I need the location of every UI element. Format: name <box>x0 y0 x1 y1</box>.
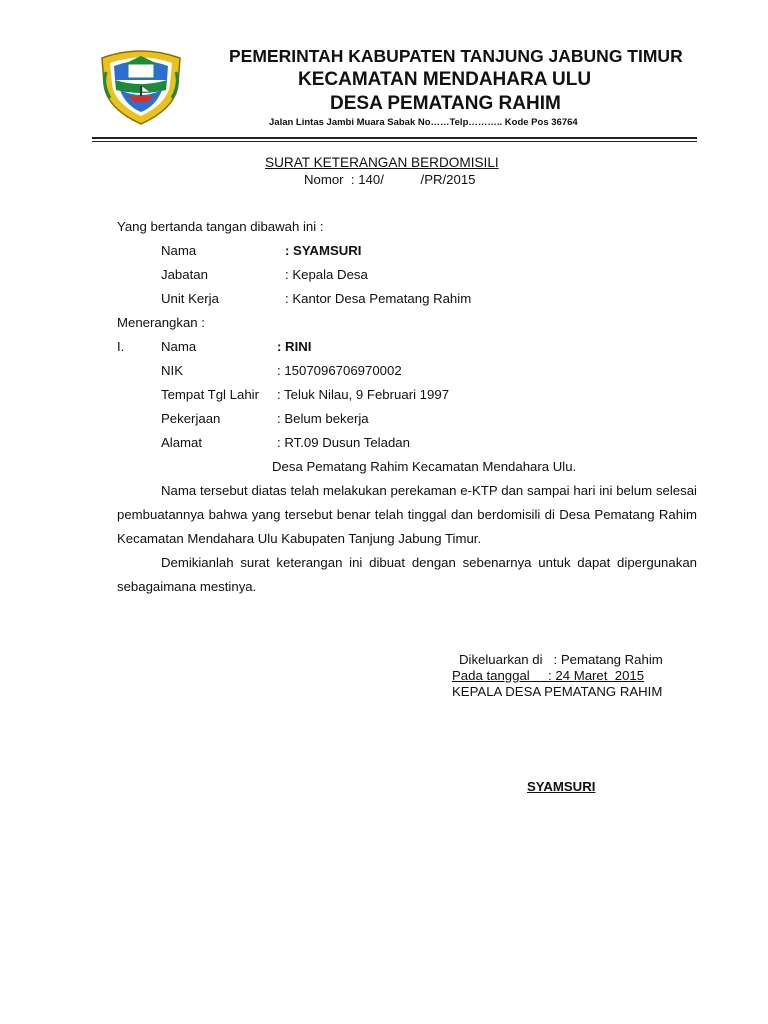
menerangkan-label: Menerangkan : <box>117 315 205 330</box>
issued-date: Pada tanggal : 24 Maret 2015 <box>452 668 645 683</box>
letterhead-divider-thick <box>92 137 697 139</box>
signer-title: KEPALA DESA PEMATANG RAHIM <box>452 684 663 699</box>
letterhead-village: DESA PEMATANG RAHIM <box>330 93 561 114</box>
signer-signature-name: SYAMSURI <box>527 779 596 794</box>
letter-title: SURAT KETERANGAN BERDOMISILI <box>265 155 499 170</box>
signer-unit-value: : Kantor Desa Pematang Rahim <box>285 291 472 306</box>
subject-address-value: : RT.09 Dusun Teladan <box>277 435 410 450</box>
subject-address-continued: Desa Pematang Rahim Kecamatan Mendahara Ulu. <box>272 459 577 474</box>
subject-job-value: : Belum bekerja <box>277 411 369 426</box>
letterhead-government: PEMERINTAH KABUPATEN TANJUNG JABUNG TIMUR <box>229 46 683 66</box>
issued-place: Dikeluarkan di : Pematang Rahim <box>459 652 663 667</box>
subject-address-label: Alamat <box>161 435 203 450</box>
subject-job-label: Pekerjaan <box>161 411 221 426</box>
subject-birth-value: : Teluk Nilau, 9 Februari 1997 <box>277 387 450 402</box>
subject-nik-value: : 1507096706970002 <box>277 363 402 378</box>
signer-position-value: : Kepala Desa <box>285 267 368 282</box>
regency-crest-logo <box>92 44 190 126</box>
letterhead-address: Jalan Lintas Jambi Muara Sabak No……Telp……….. Kode Pos 36764 <box>269 117 578 128</box>
subject-name-label: Nama <box>161 339 197 354</box>
subject-birth-label: Tempat Tgl Lahir <box>161 387 259 402</box>
signer-position-label: Jabatan <box>161 267 208 282</box>
letterhead-district: KECAMATAN MENDAHARA ULU <box>298 69 592 90</box>
body-paragraph-1 <box>117 479 697 551</box>
signer-unit-label: Unit Kerja <box>161 291 219 306</box>
body-paragraph-2 <box>117 551 697 599</box>
signer-name-label: Nama <box>161 243 197 258</box>
subject-nik-label: NIK <box>161 363 183 378</box>
letterhead-divider-thin <box>92 141 697 142</box>
intro-text: Yang bertanda tangan dibawah ini : <box>117 219 324 234</box>
list-marker: I. <box>117 339 125 354</box>
signer-name-value: : SYAMSURI <box>285 243 362 258</box>
paragraph-1-text: Nama tersebut diatas telah melakukan perekaman e-KTP dan sampai hari ini belum selesai pembuatannya bahwa yang tersebut benar telah tinggal dan berdomisili di Desa Pematang Rahim Kecamatan Mendahara Ulu Kabupaten Tanjung Jabung Timur. <box>117 483 697 546</box>
letter-number: Nomor : 140/ /PR/2015 <box>304 172 476 187</box>
subject-name-value: : RINI <box>277 339 312 354</box>
paragraph-2-text: Demikianlah surat keterangan ini dibuat dengan sebenarnya untuk dapat dipergunakan sebagaimana mestinya. <box>117 555 697 594</box>
